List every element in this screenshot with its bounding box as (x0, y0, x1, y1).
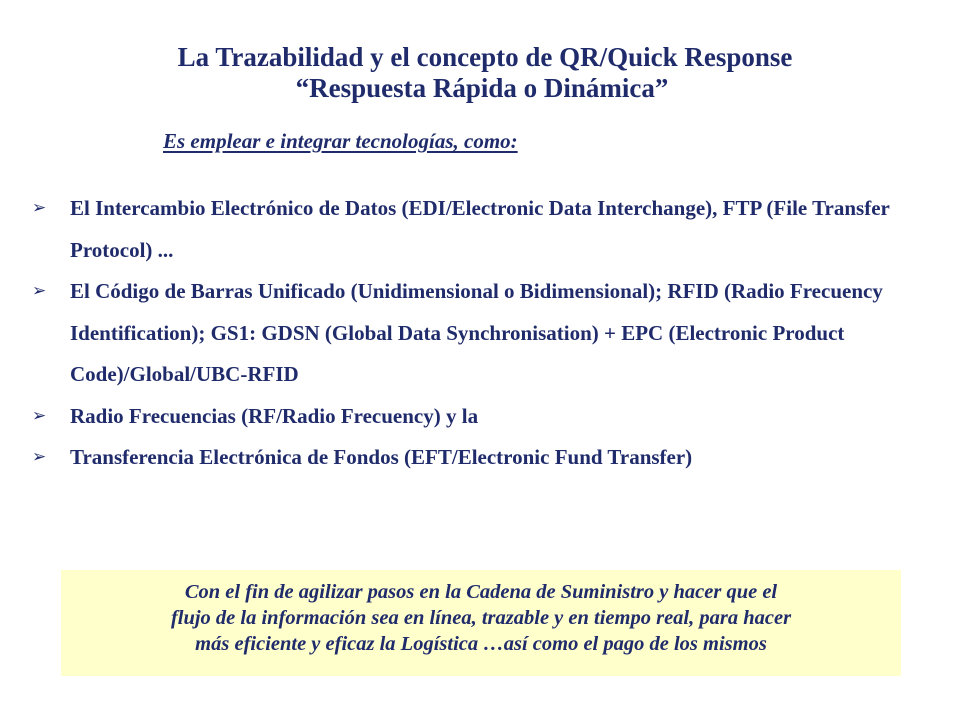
callout-line-3: más eficiente y eficaz la Logística …así como el pago de los mismos (195, 633, 767, 655)
bullet-text: Radio Frecuencias (RF/Radio Frecuency) y la (70, 403, 479, 428)
arrow-bullet-icon: ➢ (32, 447, 47, 467)
bullet-item-edi (32, 188, 944, 271)
arrow-bullet-icon: ➢ (32, 405, 47, 426)
callout-box (61, 570, 901, 676)
bullet-text: El Intercambio Electrónico de Datos (EDI/Electronic Data Interchange), FTP (File Transfer Protocol) ... (70, 196, 890, 262)
bullet-item-eft (32, 437, 944, 479)
bullet-item-barcode (32, 271, 944, 396)
bullet-text: El Código de Barras Unificado (Unidimensional o Bidimensional); RFID (Radio Frecuency Identification); GS1: GDSN (Global Data Synchronisation) + EPC (Electronic Product Code)/Global/UBC-RFID (70, 279, 883, 386)
bullet-text: Transferencia Electrónica de Fondos (EFT/Electronic Fund Transfer) (70, 445, 693, 469)
callout-line-2: flujo de la información sea en línea, trazable y en tiempo real, para hacer (170, 607, 792, 629)
bullet-item-radio (32, 396, 944, 438)
slide-title (0, 42, 960, 104)
arrow-bullet-icon: ➢ (32, 198, 47, 218)
title-line-2: “Respuesta Rápida o Dinámica” (295, 73, 669, 103)
bullet-list (32, 188, 944, 479)
title-line-1: La Trazabilidad y el concepto de QR/Quick Response (177, 42, 793, 72)
subtitle: Es emplear e integrar tecnologías, como: (163, 129, 518, 153)
arrow-bullet-icon: ➢ (32, 281, 47, 301)
callout-line-1: Con el fin de agilizar pasos en la Cadena de Suministro y hacer que el (184, 581, 778, 603)
